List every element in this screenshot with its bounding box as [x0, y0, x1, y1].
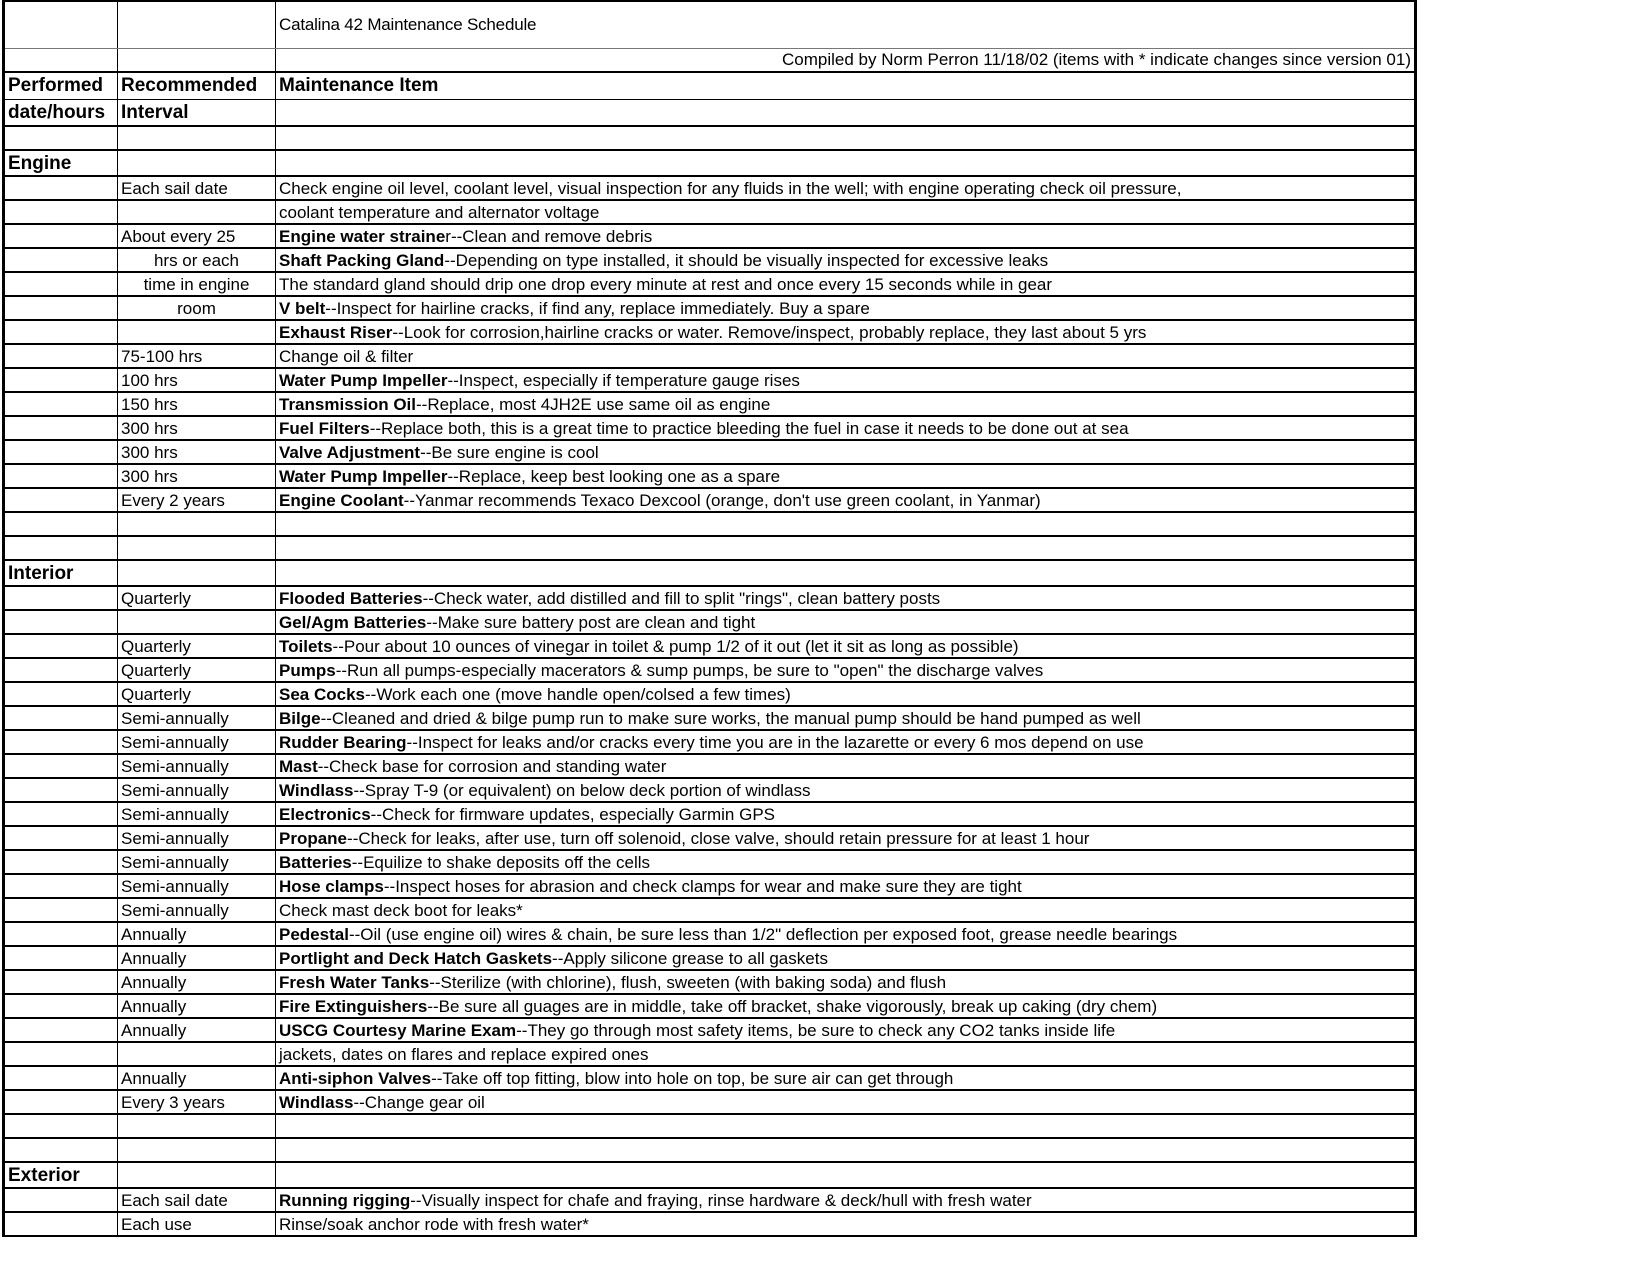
- performed-date-cell[interactable]: [4, 176, 118, 200]
- recommended-interval-cell: Quarterly: [118, 658, 276, 682]
- performed-date-cell[interactable]: [4, 272, 118, 296]
- maintenance-item-name: Electronics: [279, 804, 371, 824]
- table-row: [4, 922, 1416, 946]
- table-row: [4, 392, 1416, 416]
- recommended-interval-cell: room: [118, 296, 276, 320]
- performed-date-cell[interactable]: [4, 682, 118, 706]
- recommended-interval-cell: 300 hrs: [118, 416, 276, 440]
- maintenance-item-description: --They go through most safety items, be sure to check any CO2 tanks inside life: [516, 1020, 1116, 1040]
- compiled-row: [4, 48, 1416, 72]
- maintenance-item-description: --Check base for corrosion and standing water: [317, 756, 667, 776]
- performed-date-cell[interactable]: [4, 658, 118, 682]
- maintenance-item-description: --Take off top fitting, blow into hole on top, be sure air can get through: [431, 1068, 954, 1088]
- maintenance-item-description: --Replace, keep best looking one as a spare: [447, 466, 781, 486]
- maintenance-item-description: --Change gear oil: [353, 1092, 485, 1112]
- table-row: [4, 850, 1416, 874]
- table-row: [4, 1066, 1416, 1090]
- recommended-interval-cell: Annually: [118, 970, 276, 994]
- maintenance-item-description: --Check water, add distilled and fill to split "rings", clean battery posts: [422, 588, 941, 608]
- table-row: [4, 634, 1416, 658]
- table-row: [4, 994, 1416, 1018]
- maintenance-item-description: --Spray T-9 (or equivalent) on below deck portion of windlass: [353, 780, 811, 800]
- table-row: [4, 296, 1416, 320]
- recommended-interval-cell: [118, 512, 276, 536]
- maintenance-item-cell: [276, 658, 1416, 682]
- table-row: [4, 1138, 1416, 1162]
- performed-date-cell[interactable]: [4, 634, 118, 658]
- maintenance-item-description: --Check for leaks, after use, turn off solenoid, close valve, should retain pressure for at least 1 hour: [347, 828, 1090, 848]
- column-header-item-line2: [276, 99, 1416, 126]
- recommended-interval-cell: 75-100 hrs: [118, 344, 276, 368]
- table-row: [4, 464, 1416, 488]
- maintenance-item-cell: [276, 464, 1416, 488]
- recommended-interval-cell: Quarterly: [118, 682, 276, 706]
- title-row-performed-cell: [4, 1, 118, 48]
- performed-date-cell[interactable]: [4, 126, 118, 150]
- maintenance-item-description: r--Clean and remove debris: [445, 226, 653, 246]
- maintenance-item-cell: [276, 922, 1416, 946]
- maintenance-item-cell: [276, 560, 1416, 586]
- maintenance-item-cell: [276, 126, 1416, 150]
- recommended-interval-cell: Semi-annually: [118, 778, 276, 802]
- recommended-interval-cell: [118, 1138, 276, 1162]
- maintenance-item-description: --Be sure engine is cool: [420, 442, 599, 462]
- maintenance-item-cell: [276, 1018, 1416, 1042]
- maintenance-item-cell: [276, 1090, 1416, 1114]
- table-row: [4, 1042, 1416, 1066]
- maintenance-item-name: Batteries: [279, 852, 352, 872]
- recommended-interval-cell: Every 3 years: [118, 1090, 276, 1114]
- maintenance-item-name: Rudder Bearing: [279, 732, 407, 752]
- performed-date-cell[interactable]: [4, 200, 118, 224]
- section-label: Engine: [4, 150, 118, 176]
- maintenance-item-cell: [276, 1138, 1416, 1162]
- table-row: [4, 248, 1416, 272]
- performed-date-cell[interactable]: [4, 994, 118, 1018]
- maintenance-item-cell: [276, 272, 1416, 296]
- maintenance-item-description: --Look for corrosion,hairline cracks or water. Remove/inspect, probably replace, they last about 5 yrs: [392, 322, 1147, 342]
- performed-date-cell[interactable]: [4, 392, 118, 416]
- maintenance-item-cell: [276, 416, 1416, 440]
- maintenance-item-description: --Be sure all guages are in middle, take off bracket, shake vigorously, break up caking (dry chem): [427, 996, 1158, 1016]
- maintenance-item-cell: [276, 248, 1416, 272]
- maintenance-item-cell: [276, 634, 1416, 658]
- maintenance-item-description: --Depending on type installed, it should be visually inspected for excessive leaks: [444, 250, 1049, 270]
- recommended-interval-cell: Annually: [118, 946, 276, 970]
- maintenance-item-name: Anti-siphon Valves: [279, 1068, 432, 1088]
- maintenance-item-cell: [276, 224, 1416, 248]
- maintenance-item-cell: [276, 610, 1416, 634]
- maintenance-item-name: Water Pump Impeller: [279, 466, 448, 486]
- maintenance-item-cell: [276, 1212, 1416, 1236]
- table-row: [4, 826, 1416, 850]
- recommended-interval-cell: Quarterly: [118, 586, 276, 610]
- performed-date-cell[interactable]: [4, 922, 118, 946]
- performed-date-cell[interactable]: [4, 224, 118, 248]
- table-row: [4, 802, 1416, 826]
- performed-date-cell[interactable]: [4, 850, 118, 874]
- performed-date-cell[interactable]: [4, 1138, 118, 1162]
- maintenance-item-cell: [276, 898, 1416, 922]
- performed-date-cell[interactable]: [4, 536, 118, 560]
- recommended-interval-cell: 300 hrs: [118, 440, 276, 464]
- maintenance-item-description: --Inspect hoses for abrasion and check clamps for wear and make sure they are tight: [383, 876, 1022, 896]
- column-header-interval-line1: Recommended: [118, 72, 276, 99]
- table-row: [4, 368, 1416, 392]
- maintenance-item-name: Valve Adjustment: [279, 442, 421, 462]
- performed-date-cell[interactable]: [4, 1066, 118, 1090]
- maintenance-item-description: --Replace both, this is a great time to practice bleeding the fuel in case it needs to be done out at sea: [369, 418, 1129, 438]
- performed-date-cell[interactable]: [4, 970, 118, 994]
- recommended-interval-cell: [118, 536, 276, 560]
- maintenance-item-cell: [276, 706, 1416, 730]
- compiled-row-interval-cell: [118, 48, 276, 72]
- section-label: Exterior: [4, 1162, 118, 1188]
- maintenance-item-cell: [276, 850, 1416, 874]
- recommended-interval-cell: time in engine: [118, 272, 276, 296]
- table-row: [4, 1212, 1416, 1236]
- table-row: [4, 1090, 1416, 1114]
- maintenance-item-cell: [276, 730, 1416, 754]
- maintenance-item-cell: [276, 994, 1416, 1018]
- maintenance-item-description: Rinse/soak anchor rode with fresh water*: [279, 1214, 589, 1234]
- performed-date-cell[interactable]: [4, 1090, 118, 1114]
- maintenance-item-name: Pumps: [279, 660, 336, 680]
- performed-date-cell[interactable]: [4, 706, 118, 730]
- table-row: [4, 536, 1416, 560]
- maintenance-item-cell: [276, 1042, 1416, 1066]
- performed-date-cell[interactable]: [4, 874, 118, 898]
- maintenance-item-cell: [276, 586, 1416, 610]
- column-header-performed-line2: date/hours: [4, 99, 118, 126]
- maintenance-item-name: Engine Coolant: [279, 490, 404, 510]
- performed-date-cell[interactable]: [4, 586, 118, 610]
- compiled-row-performed-cell: [4, 48, 118, 72]
- maintenance-item-description: --Apply silicone grease to all gaskets: [552, 948, 828, 968]
- table-body: [4, 1, 1416, 1236]
- spreadsheet-sheet: [2, 0, 1414, 1237]
- maintenance-item-description: The standard gland should drip one drop every minute at rest and once every 15 seconds while in gear: [279, 274, 1053, 294]
- table-row: [4, 1188, 1416, 1212]
- performed-date-cell[interactable]: [4, 898, 118, 922]
- maintenance-item-description: --Cleaned and dried & bilge pump run to make sure works, the manual pump should be hand pumped as well: [320, 708, 1141, 728]
- maintenance-item-cell: [276, 1188, 1416, 1212]
- table-row: [4, 874, 1416, 898]
- maintenance-item-description: --Sterilize (with chlorine), flush, sweeten (with baking soda) and flush: [429, 972, 947, 992]
- maintenance-item-description: --Equilize to shake deposits off the cells: [351, 852, 651, 872]
- maintenance-item-description: Change oil & filter: [279, 346, 414, 366]
- recommended-interval-cell: hrs or each: [118, 248, 276, 272]
- maintenance-item-cell: [276, 802, 1416, 826]
- recommended-interval-cell: [118, 560, 276, 586]
- performed-date-cell[interactable]: [4, 440, 118, 464]
- maintenance-item-cell: [276, 970, 1416, 994]
- performed-date-cell[interactable]: [4, 826, 118, 850]
- performed-date-cell[interactable]: [4, 512, 118, 536]
- maintenance-item-description: --Run all pumps-especially macerators & sump pumps, be sure to "open" the discharge valves: [335, 660, 1044, 680]
- maintenance-item-cell: [276, 344, 1416, 368]
- maintenance-item-cell: [276, 1114, 1416, 1138]
- recommended-interval-cell: [118, 1042, 276, 1066]
- maintenance-item-name: Hose clamps: [279, 876, 384, 896]
- recommended-interval-cell: Each sail date: [118, 176, 276, 200]
- performed-date-cell[interactable]: [4, 754, 118, 778]
- compiled-note: Compiled by Norm Perron 11/18/02 (items with * indicate changes since version 01): [276, 48, 1416, 72]
- table-row: [4, 320, 1416, 344]
- table-row: [4, 344, 1416, 368]
- table-row: [4, 224, 1416, 248]
- title-row: [4, 1, 1416, 48]
- maintenance-item-description: jackets, dates on flares and replace expired ones: [279, 1044, 649, 1064]
- performed-date-cell[interactable]: [4, 802, 118, 826]
- maintenance-item-cell: [276, 200, 1416, 224]
- maintenance-item-name: Propane: [279, 828, 348, 848]
- table-row: [4, 946, 1416, 970]
- maintenance-item-name: Water Pump Impeller: [279, 370, 448, 390]
- table-row: [4, 754, 1416, 778]
- maintenance-item-name: Flooded Batteries: [279, 588, 423, 608]
- performed-date-cell[interactable]: [4, 610, 118, 634]
- maintenance-item-name: Transmission Oil: [279, 394, 416, 414]
- recommended-interval-cell: Annually: [118, 994, 276, 1018]
- recommended-interval-cell: [118, 1162, 276, 1188]
- table-row: [4, 512, 1416, 536]
- maintenance-item-name: Pedestal: [279, 924, 349, 944]
- performed-date-cell[interactable]: [4, 1114, 118, 1138]
- maintenance-item-name: Fire Extinguishers: [279, 996, 428, 1016]
- recommended-interval-cell: 150 hrs: [118, 392, 276, 416]
- maintenance-item-description: --Inspect for leaks and/or cracks every time you are in the lazarette or every 6 mos depend on use: [406, 732, 1144, 752]
- maintenance-item-description: --Inspect, especially if temperature gauge rises: [447, 370, 800, 390]
- document-title: Catalina 42 Maintenance Schedule: [276, 1, 1416, 48]
- column-header-performed-line1: Performed: [4, 72, 118, 99]
- maintenance-item-description: --Oil (use engine oil) wires & chain, be sure less than 1/2" deflection per exposed foot, grease needle bearings: [348, 924, 1178, 944]
- maintenance-item-name: Gel/Agm Batteries: [279, 612, 427, 632]
- recommended-interval-cell: 100 hrs: [118, 368, 276, 392]
- recommended-interval-cell: Semi-annually: [118, 850, 276, 874]
- table-row: [4, 898, 1416, 922]
- table-row: [4, 706, 1416, 730]
- performed-date-cell[interactable]: [4, 488, 118, 512]
- table-row: [4, 560, 1416, 586]
- performed-date-cell[interactable]: [4, 368, 118, 392]
- maintenance-item-cell: [276, 946, 1416, 970]
- table-row: [4, 488, 1416, 512]
- maintenance-item-name: Bilge: [279, 708, 321, 728]
- maintenance-item-cell: [276, 440, 1416, 464]
- performed-date-cell[interactable]: [4, 320, 118, 344]
- maintenance-item-name: Running rigging: [279, 1190, 411, 1210]
- maintenance-item-cell: [276, 778, 1416, 802]
- title-row-interval-cell: [118, 1, 276, 48]
- maintenance-item-name: Toilets: [279, 636, 333, 656]
- recommended-interval-cell: Semi-annually: [118, 826, 276, 850]
- performed-date-cell[interactable]: [4, 778, 118, 802]
- maintenance-item-cell: [276, 296, 1416, 320]
- recommended-interval-cell: [118, 320, 276, 344]
- performed-date-cell[interactable]: [4, 1188, 118, 1212]
- table-row: [4, 440, 1416, 464]
- table-row: [4, 778, 1416, 802]
- maintenance-item-cell: [276, 512, 1416, 536]
- maintenance-item-name: Exhaust Riser: [279, 322, 393, 342]
- maintenance-item-description: --Make sure battery post are clean and tight: [426, 612, 756, 632]
- recommended-interval-cell: [118, 126, 276, 150]
- recommended-interval-cell: Semi-annually: [118, 730, 276, 754]
- maintenance-item-description: --Work each one (move handle open/colsed a few times): [365, 684, 791, 704]
- maintenance-item-cell: [276, 1066, 1416, 1090]
- maintenance-item-cell: [276, 392, 1416, 416]
- table-row: [4, 610, 1416, 634]
- performed-date-cell[interactable]: [4, 946, 118, 970]
- column-header-row-2: [4, 99, 1416, 126]
- table-row: [4, 682, 1416, 706]
- maintenance-item-description: coolant temperature and alternator voltage: [279, 202, 600, 222]
- recommended-interval-cell: Every 2 years: [118, 488, 276, 512]
- table-row: [4, 272, 1416, 296]
- maintenance-item-name: Fuel Filters: [279, 418, 370, 438]
- maintenance-item-cell: [276, 368, 1416, 392]
- maintenance-item-description: --Check for firmware updates, especially Garmin GPS: [370, 804, 776, 824]
- maintenance-item-description: --Inspect for hairline cracks, if find any, replace immediately. Buy a spare: [325, 298, 870, 318]
- maintenance-item-description: --Pour about 10 ounces of vinegar in toilet & pump 1/2 of it out (let it sit as long as possible): [332, 636, 1019, 656]
- table-row: [4, 126, 1416, 150]
- recommended-interval-cell: About every 25: [118, 224, 276, 248]
- maintenance-item-name: V belt: [279, 298, 326, 318]
- maintenance-item-description: Check mast deck boot for leaks*: [279, 900, 523, 920]
- performed-date-cell[interactable]: [4, 1212, 118, 1236]
- maintenance-item-name: Portlight and Deck Hatch Gaskets: [279, 948, 553, 968]
- maintenance-schedule-table: [2, 0, 1417, 1237]
- recommended-interval-cell: Each use: [118, 1212, 276, 1236]
- maintenance-item-name: Shaft Packing Gland: [279, 250, 445, 270]
- table-row: [4, 1018, 1416, 1042]
- recommended-interval-cell: Semi-annually: [118, 802, 276, 826]
- maintenance-item-name: Mast: [279, 756, 318, 776]
- column-header-row-1: [4, 72, 1416, 99]
- table-row: [4, 176, 1416, 200]
- recommended-interval-cell: Annually: [118, 922, 276, 946]
- recommended-interval-cell: 300 hrs: [118, 464, 276, 488]
- maintenance-item-cell: [276, 826, 1416, 850]
- recommended-interval-cell: [118, 610, 276, 634]
- performed-date-cell[interactable]: [4, 730, 118, 754]
- maintenance-item-name: Windlass: [279, 1092, 354, 1112]
- maintenance-item-description: Check engine oil level, coolant level, visual inspection for any fluids in the well; with engine operating check oil pressure,: [279, 178, 1182, 198]
- maintenance-item-description: --Replace, most 4JH2E use same oil as engine: [416, 394, 771, 414]
- maintenance-item-cell: [276, 320, 1416, 344]
- table-row: [4, 586, 1416, 610]
- table-row: [4, 200, 1416, 224]
- maintenance-item-cell: [276, 874, 1416, 898]
- maintenance-item-cell: [276, 1162, 1416, 1188]
- column-header-maintenance-item: Maintenance Item: [276, 72, 1416, 99]
- maintenance-item-name: Windlass: [279, 780, 354, 800]
- table-row: [4, 1162, 1416, 1188]
- table-row: [4, 416, 1416, 440]
- maintenance-item-description: --Visually inspect for chafe and fraying, rinse hardware & deck/hull with fresh water: [410, 1190, 1032, 1210]
- maintenance-item-cell: [276, 536, 1416, 560]
- recommended-interval-cell: Semi-annually: [118, 706, 276, 730]
- recommended-interval-cell: Semi-annually: [118, 754, 276, 778]
- performed-date-cell[interactable]: [4, 464, 118, 488]
- section-label: Interior: [4, 560, 118, 586]
- performed-date-cell[interactable]: [4, 248, 118, 272]
- table-row: [4, 150, 1416, 176]
- recommended-interval-cell: Quarterly: [118, 634, 276, 658]
- maintenance-item-name: USCG Courtesy Marine Exam: [279, 1020, 517, 1040]
- column-header-interval-line2: Interval: [118, 99, 276, 126]
- maintenance-item-description: --Yanmar recommends Texaco Dexcool (orange, don't use green coolant, in Yanmar): [403, 490, 1041, 510]
- performed-date-cell[interactable]: [4, 416, 118, 440]
- maintenance-item-cell: [276, 150, 1416, 176]
- recommended-interval-cell: Semi-annually: [118, 874, 276, 898]
- performed-date-cell[interactable]: [4, 1018, 118, 1042]
- recommended-interval-cell: Annually: [118, 1018, 276, 1042]
- table-row: [4, 730, 1416, 754]
- table-row: [4, 1114, 1416, 1138]
- performed-date-cell[interactable]: [4, 344, 118, 368]
- maintenance-item-cell: [276, 682, 1416, 706]
- maintenance-item-name: Engine water straine: [279, 226, 446, 246]
- table-row: [4, 970, 1416, 994]
- recommended-interval-cell: Annually: [118, 1066, 276, 1090]
- recommended-interval-cell: Each sail date: [118, 1188, 276, 1212]
- performed-date-cell[interactable]: [4, 1042, 118, 1066]
- maintenance-item-cell: [276, 754, 1416, 778]
- table-row: [4, 658, 1416, 682]
- recommended-interval-cell: [118, 150, 276, 176]
- recommended-interval-cell: [118, 200, 276, 224]
- recommended-interval-cell: [118, 1114, 276, 1138]
- recommended-interval-cell: Semi-annually: [118, 898, 276, 922]
- maintenance-item-cell: [276, 176, 1416, 200]
- maintenance-item-cell: [276, 488, 1416, 512]
- maintenance-item-name: Fresh Water Tanks: [279, 972, 430, 992]
- maintenance-item-name: Sea Cocks: [279, 684, 365, 704]
- performed-date-cell[interactable]: [4, 296, 118, 320]
